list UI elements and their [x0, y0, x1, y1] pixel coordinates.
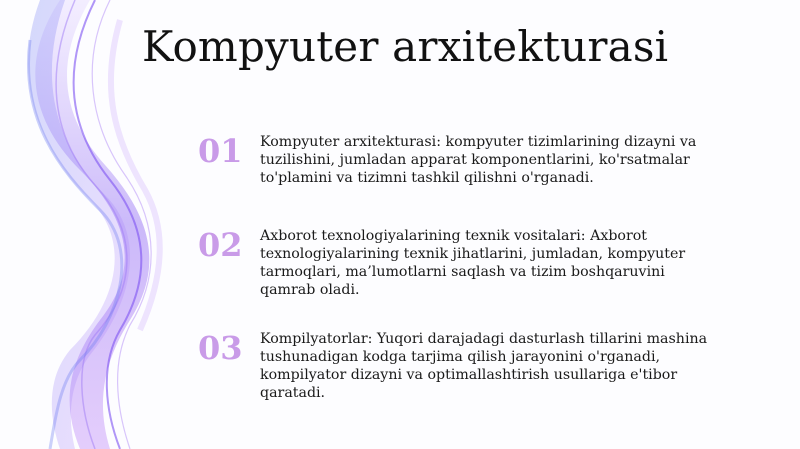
item-text: Kompilyatorlar: Yuqori darajadagi dasturlash tillarini mashina tushunadigan kodga tarjima qilish jarayonini o'rganadi, kompilyator dizayni va optimallashtirish usullariga e'tibor qaratadi.: [260, 331, 708, 401]
item-text: Kompyuter arxitekturasi: kompyuter tizimlarining dizayni va tuzilishini, jumladan apparat komponentlarini, ko'rsatmalar to'plamini va tizimni tashkil qilishni o'rganadi.: [260, 134, 697, 186]
list-item: [198, 227, 758, 299]
list-item: [198, 133, 758, 187]
item-number: 02: [198, 226, 243, 264]
item-text: Axborot texnologiyalarining texnik vositalari: Axborot texnologiyalarining texnik jihatlarini, jumladan, kompyuter tarmoqlari, ma’lumotlarni saqlash va tizim boshqaruvini qamrab oladi.: [260, 228, 686, 298]
item-number: 01: [198, 132, 243, 170]
slide-title: Kompyuter arxitekturasi: [142, 22, 669, 71]
list-item: [198, 330, 758, 402]
item-number: 03: [198, 329, 243, 367]
